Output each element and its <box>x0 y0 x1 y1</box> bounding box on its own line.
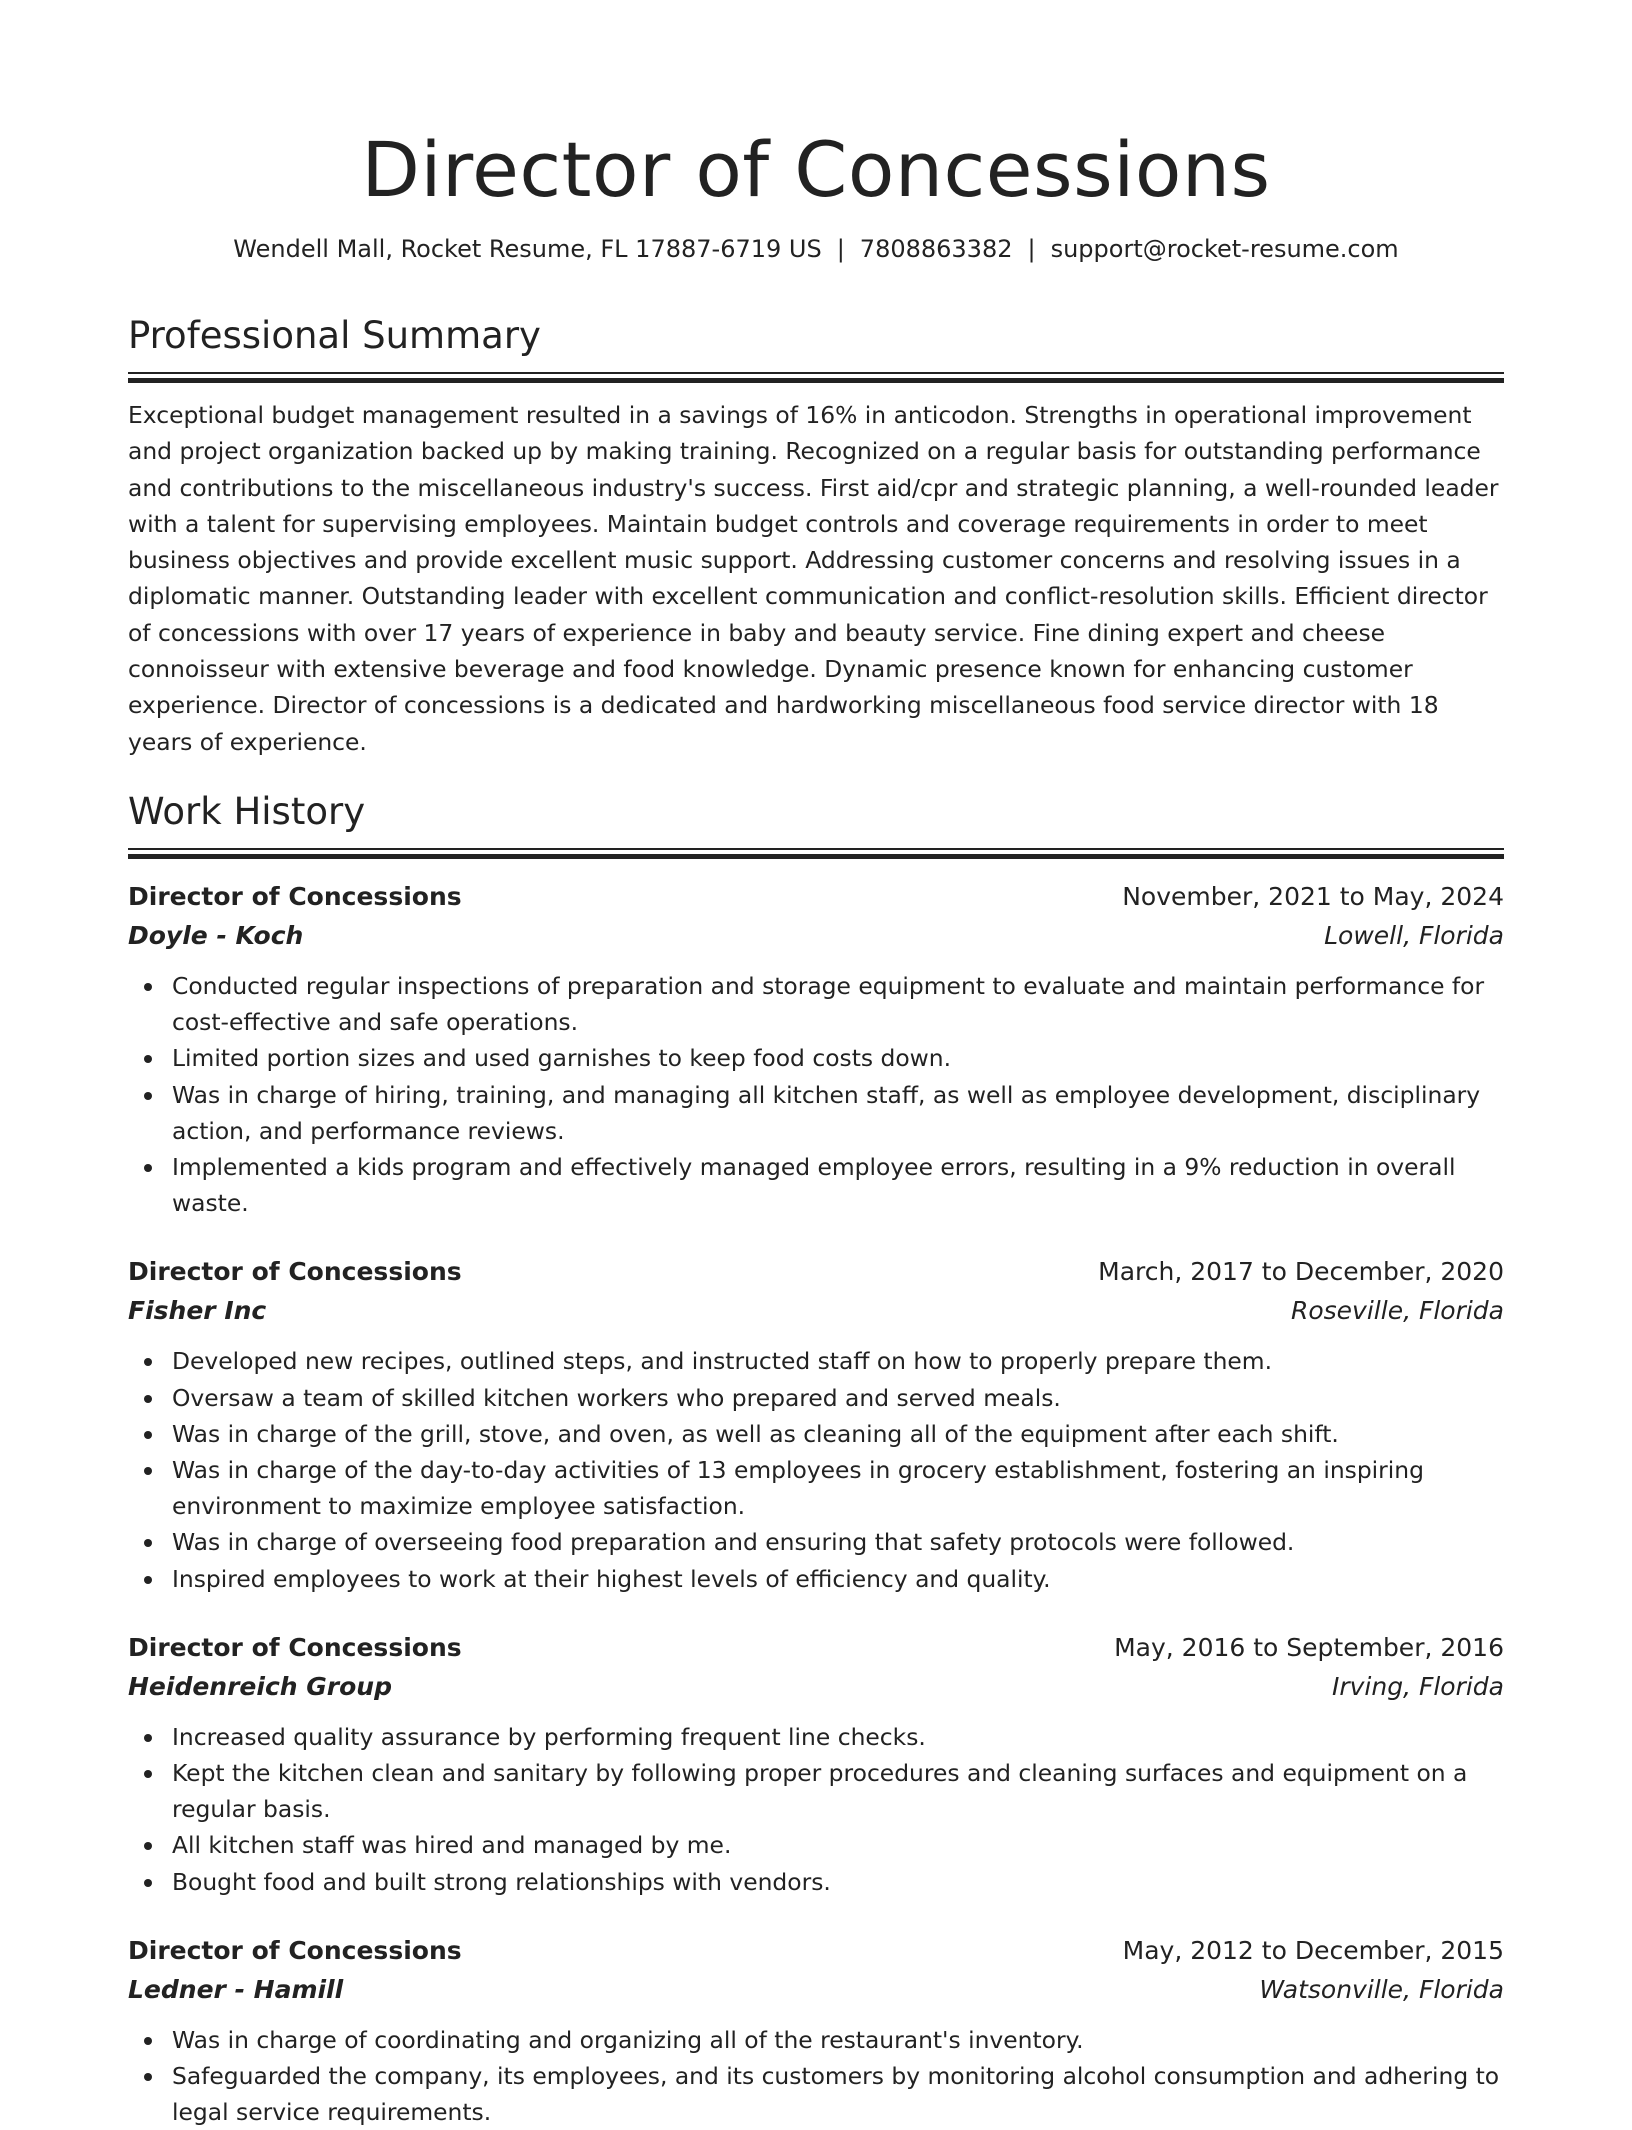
job-bullet: Safeguarded the company, its employees, and its customers by monitoring alcohol consumption and adhering to legal service requirements. <box>172 2058 1504 2130</box>
job-bullet: Inspired employees to work at their highest levels of efficiency and quality. <box>172 1561 1504 1597</box>
job-title-row <box>128 878 1504 916</box>
job-title-row <box>128 1629 1504 1667</box>
job-title: Director of Concessions <box>128 1257 462 1287</box>
summary-heading: Professional Summary <box>128 314 541 357</box>
job-entry <box>128 1253 1504 1596</box>
job-company-row <box>128 1970 1504 2010</box>
job-bullet: Was in charge of overseeing food preparation and ensuring that safety protocols were followed. <box>172 1524 1504 1560</box>
job-bullet: Limited portion sizes and used garnishes to keep food costs down. <box>172 1040 1504 1076</box>
job-dates: May, 2012 to December, 2015 <box>1122 1935 1504 1965</box>
job-company-row <box>128 1291 1504 1331</box>
job-company-row <box>128 916 1504 956</box>
job-entry <box>128 1932 1504 2130</box>
job-location: Watsonville, Florida <box>1259 1974 1504 2004</box>
job-location: Roseville, Florida <box>1290 1296 1504 1326</box>
job-bullets <box>128 968 1504 1221</box>
job-company: Fisher Inc <box>128 1296 267 1326</box>
job-bullet: Was in charge of hiring, training, and managing all kitchen staff, as well as employee development, disciplinary action, and performance reviews. <box>172 1077 1504 1149</box>
job-title: Director of Concessions <box>128 1632 462 1662</box>
job-title-row <box>128 1932 1504 1970</box>
job-bullet: Was in charge of the day-to-day activities of 13 employees in grocery establishment, fostering an inspiring environment to maximize employee satisfaction. <box>172 1452 1504 1524</box>
job-bullets <box>128 1719 1504 1900</box>
job-bullets <box>128 2022 1504 2130</box>
job-bullet: Was in charge of the grill, stove, and oven, as well as cleaning all of the equipment after each shift. <box>172 1416 1504 1452</box>
job-entry <box>128 878 1504 1221</box>
job-company: Heidenreich Group <box>128 1671 392 1701</box>
contact-line <box>128 232 1504 266</box>
work-history-heading: Work History <box>128 789 366 833</box>
resume-title: Director of Concessions <box>361 125 1271 214</box>
job-title-row <box>128 1253 1504 1291</box>
contact-address: Wendell Mall, Rocket Resume, FL 17887-6719 US <box>233 235 822 263</box>
job-bullets <box>128 1343 1504 1596</box>
summary-text: Exceptional budget management resulted in a savings of 16% in anticodon. Strengths in operational improvement and project organization backed up by making training. Recognized on a regular basis for outstanding performance and contributions to the miscellaneous industry's success. First aid/cpr and strategic planning, a well-rounded leader with a talent for supervising employees. Maintain budget controls and coverage requirements in order to meet business objectives and provide excellent music support. Addressing customer concerns and resolving issues in a diplomatic manner. Outstanding leader with excellent communication and conflict-resolution skills. Efficient director of concessions with over 17 years of experience in baby and beauty service. Fine dining expert and cheese connoisseur with extensive beverage and food knowledge. Dynamic presence known for enhancing customer experience. Director of concessions is a dedicated and hardworking miscellaneous food service director with 18 years of experience. <box>128 401 1499 756</box>
section-divider <box>128 848 1504 860</box>
job-title: Director of Concessions <box>128 1935 462 1965</box>
job-bullet: Implemented a kids program and effectively managed employee errors, resulting in a 9% reduction in overall waste. <box>172 1149 1504 1221</box>
job-title: Director of Concessions <box>128 881 462 911</box>
job-entry <box>128 1629 1504 1900</box>
job-company-row <box>128 1667 1504 1707</box>
contact-email[interactable]: support@rocket-resume.com <box>1050 235 1399 263</box>
job-dates: May, 2016 to September, 2016 <box>1114 1632 1504 1662</box>
job-location: Irving, Florida <box>1331 1671 1504 1701</box>
contact-separator: | <box>836 235 845 263</box>
job-location: Lowell, Florida <box>1324 920 1504 950</box>
job-bullet: Developed new recipes, outlined steps, and instructed staff on how to properly prepare them. <box>172 1343 1504 1379</box>
job-company: Doyle - Koch <box>128 920 304 950</box>
contact-separator: | <box>1027 235 1036 263</box>
job-bullet: Conducted regular inspections of preparation and storage equipment to evaluate and maintain performance for cost-effective and safe operations. <box>172 968 1504 1040</box>
job-bullet: Kept the kitchen clean and sanitary by following proper procedures and cleaning surfaces and equipment on a regular basis. <box>172 1755 1504 1827</box>
section-divider <box>128 372 1504 384</box>
job-dates: November, 2021 to May, 2024 <box>1122 881 1504 911</box>
job-bullet: All kitchen staff was hired and managed by me. <box>172 1827 1504 1863</box>
job-bullet: Increased quality assurance by performing frequent line checks. <box>172 1719 1504 1755</box>
job-dates: March, 2017 to December, 2020 <box>1098 1257 1504 1287</box>
contact-phone[interactable]: 7808863382 <box>859 235 1013 263</box>
job-bullet: Bought food and built strong relationships with vendors. <box>172 1864 1504 1900</box>
job-bullet: Oversaw a team of skilled kitchen workers who prepared and served meals. <box>172 1380 1504 1416</box>
job-company: Ledner - Hamill <box>128 1974 344 2004</box>
job-bullet: Was in charge of coordinating and organizing all of the restaurant's inventory. <box>172 2022 1504 2058</box>
resume-page <box>128 0 1504 2130</box>
